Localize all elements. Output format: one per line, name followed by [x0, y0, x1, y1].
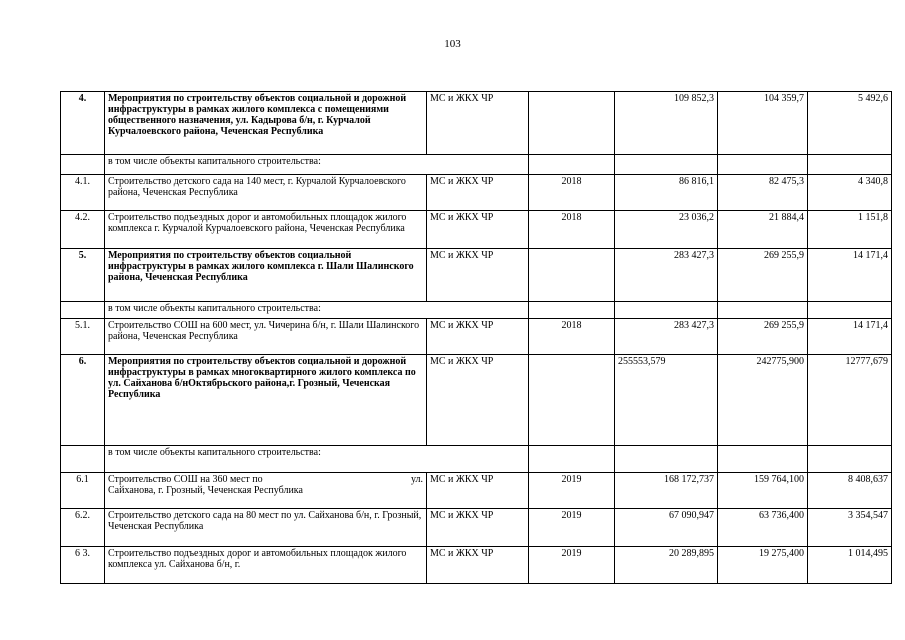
year: [529, 355, 615, 446]
row-number: 6.: [61, 355, 105, 446]
regional-value: 1 151,8: [808, 211, 892, 249]
regional-value: 4 340,8: [808, 175, 892, 211]
executor: МС и ЖКХ ЧР: [427, 211, 529, 249]
page-number: 103: [444, 38, 461, 50]
federal-value: 104 359,7: [718, 92, 808, 155]
row-number: 4.1.: [61, 175, 105, 211]
regional-value: 5 492,6: [808, 92, 892, 155]
event-name-first: Строительство СОШ на 360 мест по: [108, 474, 263, 485]
event-name: Мероприятия по строительству объектов социальной и дорожной инфраструктуры в рамках многоквартирного жилого комплекса по ул. Сайханова б/нОктябрьского района,г. Грозный, Чеченская Республика: [105, 355, 427, 446]
executor: МС и ЖКХ ЧР: [427, 175, 529, 211]
table-row: [61, 547, 892, 584]
year: 2018: [529, 319, 615, 355]
total-value: 67 090,947: [615, 509, 718, 547]
year: [529, 92, 615, 155]
row-number: 5.: [61, 249, 105, 302]
executor: МС и ЖКХ ЧР: [427, 249, 529, 302]
federal-value: 269 255,9: [718, 249, 808, 302]
regional-value: 8 408,637: [808, 473, 892, 509]
executor: МС и ЖКХ ЧР: [427, 473, 529, 509]
projects-table: [60, 91, 892, 584]
table-row: [61, 175, 892, 211]
executor: МС и ЖКХ ЧР: [427, 509, 529, 547]
table-row: [61, 319, 892, 355]
year: [529, 249, 615, 302]
regional-value: 3 354,547: [808, 509, 892, 547]
event-name: [105, 473, 427, 509]
executor: МС и ЖКХ ЧР: [427, 319, 529, 355]
event-name: Строительство подъездных дорог и автомобильных площадок жилого комплекса ул. Сайханова б/н, г.: [105, 547, 427, 584]
total-value: 23 036,2: [615, 211, 718, 249]
event-name-street: ул.: [410, 474, 423, 485]
event-name: Строительство подъездных дорог и автомобильных площадок жилого комплекса г. Курчалой Курчалоевского района, Чеченская Республика: [105, 211, 427, 249]
federal-value: 159 764,100: [718, 473, 808, 509]
table-row: [61, 302, 892, 319]
row-number: 6 3.: [61, 547, 105, 584]
year: 2018: [529, 211, 615, 249]
total-value: 109 852,3: [615, 92, 718, 155]
regional-value: 14 171,4: [808, 249, 892, 302]
subheading: в том числе объекты капитального строительства:: [105, 155, 529, 175]
year: 2018: [529, 175, 615, 211]
federal-value: 63 736,400: [718, 509, 808, 547]
event-name: Строительство СОШ на 600 мест, ул. Чичерина б/н, г. Шали Шалинского района, Чеченская Республика: [105, 319, 427, 355]
regional-value: 1 014,495: [808, 547, 892, 584]
federal-value: 242775,900: [718, 355, 808, 446]
table-row: [61, 446, 892, 473]
row-number: 4.2.: [61, 211, 105, 249]
row-number: 4.: [61, 92, 105, 155]
table-row: [61, 473, 892, 509]
regional-value: 14 171,4: [808, 319, 892, 355]
subheading: в том числе объекты капитального строительства:: [105, 446, 529, 473]
row-number: 5.1.: [61, 319, 105, 355]
event-name: Мероприятия по строительству объектов социальной инфраструктуры в рамках жилого комплекса г. Шали Шалинского района, Чеченская Республика: [105, 249, 427, 302]
executor: МС и ЖКХ ЧР: [427, 92, 529, 155]
row-number: 6.2.: [61, 509, 105, 547]
executor: МС и ЖКХ ЧР: [427, 355, 529, 446]
table-row: [61, 509, 892, 547]
event-name-rest: Сайханова, г. Грозный, Чеченская Республика: [108, 485, 303, 496]
total-value: 168 172,737: [615, 473, 718, 509]
executor: МС и ЖКХ ЧР: [427, 547, 529, 584]
subheading: в том числе объекты капитального строительства:: [105, 302, 529, 319]
table-row: [61, 211, 892, 249]
federal-value: 82 475,3: [718, 175, 808, 211]
table-row: [61, 249, 892, 302]
total-value: 283 427,3: [615, 249, 718, 302]
table-row: [61, 92, 892, 155]
event-name: Строительство детского сада на 140 мест, г. Курчалой Курчалоевского района, Чеченская Республика: [105, 175, 427, 211]
federal-value: 21 884,4: [718, 211, 808, 249]
year: 2019: [529, 473, 615, 509]
year: 2019: [529, 547, 615, 584]
year: 2019: [529, 509, 615, 547]
federal-value: 19 275,400: [718, 547, 808, 584]
total-value: 20 289,895: [615, 547, 718, 584]
event-name: Мероприятия по строительству объектов социальной и дорожной инфраструктуры в рамках жилого комплекса с помещениями общественного назначения, ул. Кадырова б/н, г. Курчалой Курчалоевского района, Чеченская Республика: [105, 92, 427, 155]
table-row: [61, 355, 892, 446]
total-value: 283 427,3: [615, 319, 718, 355]
row-number: 6.1: [61, 473, 105, 509]
total-value: 86 816,1: [615, 175, 718, 211]
event-name: Строительство детского сада на 80 мест по ул. Сайханова б/н, г. Грозный, Чеченская Республика: [105, 509, 427, 547]
federal-value: 269 255,9: [718, 319, 808, 355]
table-row: [61, 155, 892, 175]
regional-value: 12777,679: [808, 355, 892, 446]
total-value: 255553,579: [615, 355, 718, 446]
